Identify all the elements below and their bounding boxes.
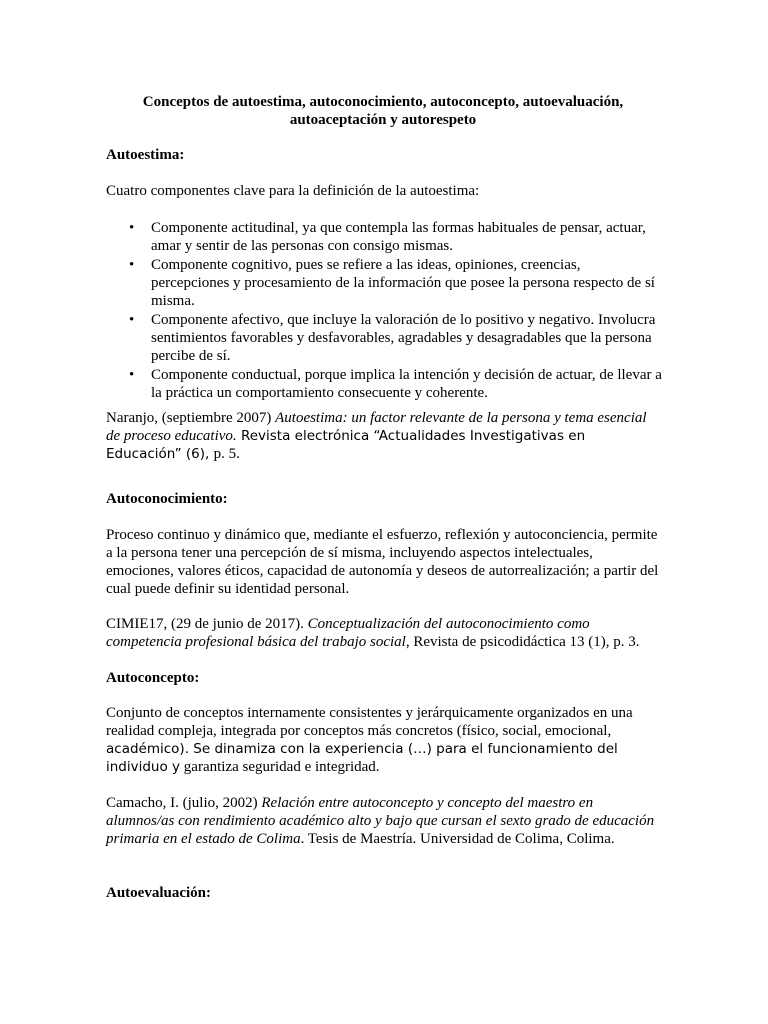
bullet-icon: • bbox=[129, 312, 135, 328]
autoestima-intro: Cuatro componentes clave para la definición de la autoestima: bbox=[106, 183, 480, 199]
autoconocimiento-body: Proceso continuo y dinámico que, mediante el esfuerzo, reflexión y autoconciencia, permite a la persona tener una percepción de sí misma, incluyendo aspectos intelectuales, emociones, valores éticos, capacidad de autonomía y deseos de autorrealización; a partir del cual puede definir su identidad personal. bbox=[106, 527, 659, 597]
citation-title: Autoestima: un factor relevante de la persona y tema esencial de proceso educativo. bbox=[106, 410, 647, 444]
bullet-icon: • bbox=[129, 220, 135, 236]
list-item bbox=[106, 366, 662, 402]
list-item-text: Componente cognitivo, pues se refiere a las ideas, opiniones, creencias, percepciones y procesamiento de la información que posee la persona respecto de sí misma. bbox=[151, 257, 655, 309]
list-item-text: Componente actitudinal, ya que contempla las formas habituales de pensar, actuar, amar y sentir de las personas con consigo mismas. bbox=[151, 220, 646, 254]
citation-title: Relación entre autoconcepto y concepto del maestro en alumnos/as con rendimiento académico alto y bajo que cursan el sexto grado de educación primaria en el estado de Colima bbox=[106, 795, 655, 847]
heading-autoestima: Autoestima: bbox=[106, 147, 185, 163]
citation-cimie17 bbox=[106, 615, 662, 651]
autoconcepto-body bbox=[106, 704, 662, 776]
heading-autoconocimiento: Autoconocimiento: bbox=[106, 491, 228, 507]
autoconcepto-body-part-1: Conjunto de conceptos internamente consistentes y jerárquicamente organizados en una realidad compleja, integrada por conceptos más concretos (físico, social, emocional, bbox=[106, 705, 633, 739]
autoestima-bullet-list bbox=[106, 219, 662, 403]
citation-title: Conceptualización del autoconocimiento como competencia profesional básica del trabajo social bbox=[106, 616, 590, 650]
citation-author: Naranjo, (septiembre 2007) bbox=[106, 410, 276, 426]
list-item-text: Componente conductual, porque implica la intención y decisión de actuar, de llevar a la práctica un comportamiento consecuente y coherente. bbox=[151, 367, 662, 401]
citation-source: Revista electrónica “Actualidades Investigativas en Educación” (6), bbox=[106, 428, 586, 462]
list-item bbox=[106, 311, 662, 365]
heading-autoconcepto: Autoconcepto: bbox=[106, 670, 200, 686]
list-item-text: Componente afectivo, que incluye la valoración de lo positivo y negativo. Involucra sentimientos favorables y desfavorables, agradables y desagradables que la persona percibe de sí. bbox=[151, 312, 656, 364]
bullet-icon: • bbox=[129, 257, 135, 273]
citation-camacho bbox=[106, 794, 662, 848]
title-line-2: autoaceptación y autorespeto bbox=[289, 112, 477, 128]
citation-page: p. 5. bbox=[213, 446, 240, 462]
bullet-icon: • bbox=[129, 367, 135, 383]
heading-autoevaluacion: Autoevaluación: bbox=[106, 885, 211, 901]
list-item bbox=[106, 256, 662, 310]
citation-source: . Tesis de Maestría. Universidad de Colima, Colima. bbox=[300, 831, 615, 847]
document-title bbox=[106, 93, 660, 129]
autoconcepto-body-part-2: académico). Se dinamiza con la experiencia (…) para el funcionamiento del individuo y bbox=[106, 741, 618, 775]
citation-author: CIMIE17, (29 de junio de 2017). bbox=[106, 616, 308, 632]
citation-author: Camacho, I. (julio, 2002) bbox=[106, 795, 262, 811]
autoconcepto-body-part-3: garantiza seguridad e integridad. bbox=[183, 759, 380, 775]
title-line-1: Conceptos de autoestima, autoconocimiento, autoconcepto, autoevaluación, bbox=[142, 94, 624, 110]
list-item bbox=[106, 219, 662, 255]
citation-source: , Revista de psicodidáctica 13 (1), p. 3. bbox=[405, 634, 640, 650]
citation-naranjo bbox=[106, 409, 662, 463]
